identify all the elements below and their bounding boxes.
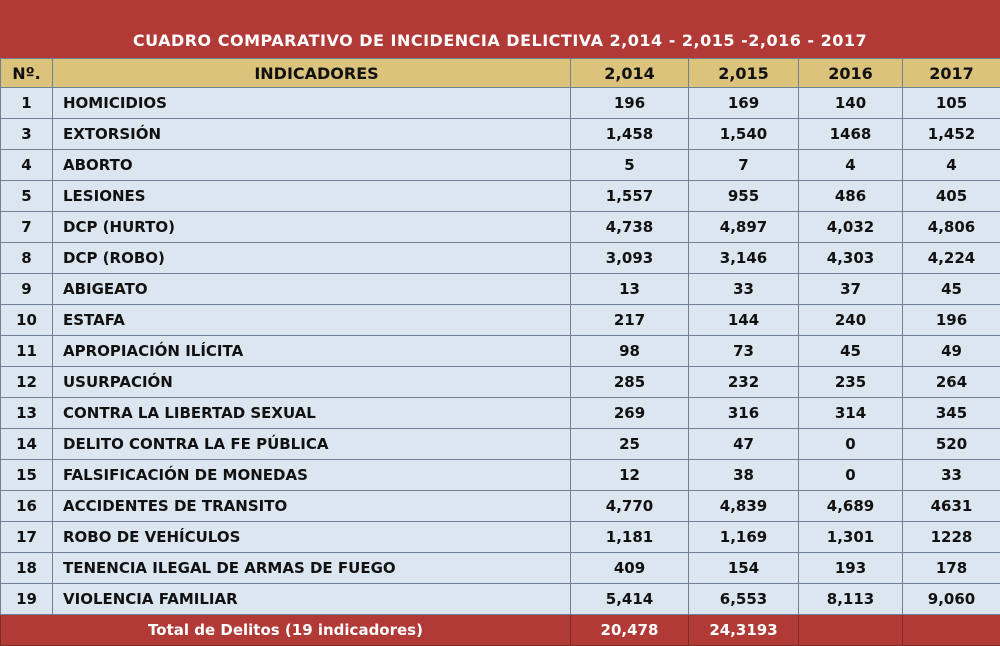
row-number: 12: [1, 367, 53, 398]
table-row: [1, 119, 1000, 150]
row-value-2014: 3,093: [571, 243, 689, 274]
row-indicator: VIOLENCIA FAMILIAR: [53, 584, 571, 615]
row-value-2016: 193: [799, 553, 903, 584]
row-value-2014: 25: [571, 429, 689, 460]
row-value-2017: 345: [903, 398, 1000, 429]
row-value-2017: 1228: [903, 522, 1000, 553]
row-value-2016: 4,032: [799, 212, 903, 243]
table-row: [1, 522, 1000, 553]
row-value-2016: 0: [799, 460, 903, 491]
row-indicator: ESTAFA: [53, 305, 571, 336]
row-value-2015: 1,169: [689, 522, 799, 553]
row-value-2016: 4,689: [799, 491, 903, 522]
table-row: [1, 274, 1000, 305]
row-value-2015: 955: [689, 181, 799, 212]
table-row: [1, 305, 1000, 336]
row-number: 19: [1, 584, 53, 615]
row-value-2017: 49: [903, 336, 1000, 367]
table-row: [1, 491, 1000, 522]
row-value-2017: 405: [903, 181, 1000, 212]
row-value-2016: 37: [799, 274, 903, 305]
row-value-2014: 13: [571, 274, 689, 305]
row-value-2017: 178: [903, 553, 1000, 584]
row-value-2017: 105: [903, 88, 1000, 119]
row-indicator: CONTRA LA LIBERTAD SEXUAL: [53, 398, 571, 429]
row-indicator: LESIONES: [53, 181, 571, 212]
table-row: [1, 150, 1000, 181]
row-value-2016: 0: [799, 429, 903, 460]
row-value-2014: 1,557: [571, 181, 689, 212]
table-body: [1, 88, 1000, 615]
total-label: Total de Delitos (19 indicadores): [1, 615, 571, 646]
row-value-2014: 4,770: [571, 491, 689, 522]
row-number: 16: [1, 491, 53, 522]
total-2015: 24,3193: [689, 615, 799, 646]
row-value-2015: 232: [689, 367, 799, 398]
row-value-2015: 7: [689, 150, 799, 181]
row-indicator: DCP (HURTO): [53, 212, 571, 243]
row-indicator: USURPACIÓN: [53, 367, 571, 398]
row-indicator: DCP (ROBO): [53, 243, 571, 274]
row-number: 5: [1, 181, 53, 212]
row-indicator: ABIGEATO: [53, 274, 571, 305]
row-indicator: DELITO CONTRA LA FE PÚBLICA: [53, 429, 571, 460]
row-value-2014: 285: [571, 367, 689, 398]
row-value-2016: 4,303: [799, 243, 903, 274]
row-number: 13: [1, 398, 53, 429]
row-value-2014: 4,738: [571, 212, 689, 243]
row-value-2017: 4631: [903, 491, 1000, 522]
row-number: 1: [1, 88, 53, 119]
row-value-2014: 196: [571, 88, 689, 119]
row-value-2015: 4,897: [689, 212, 799, 243]
row-number: 11: [1, 336, 53, 367]
row-number: 14: [1, 429, 53, 460]
row-value-2016: 45: [799, 336, 903, 367]
row-value-2014: 12: [571, 460, 689, 491]
table-row: [1, 367, 1000, 398]
total-row: [1, 615, 1000, 646]
row-indicator: ACCIDENTES DE TRANSITO: [53, 491, 571, 522]
row-number: 8: [1, 243, 53, 274]
row-value-2014: 269: [571, 398, 689, 429]
row-indicator: APROPIACIÓN ILÍCITA: [53, 336, 571, 367]
row-indicator: ABORTO: [53, 150, 571, 181]
row-value-2017: 33: [903, 460, 1000, 491]
table-row: [1, 553, 1000, 584]
row-number: 10: [1, 305, 53, 336]
table-row: [1, 336, 1000, 367]
row-value-2017: 45: [903, 274, 1000, 305]
row-value-2015: 38: [689, 460, 799, 491]
row-number: 18: [1, 553, 53, 584]
row-indicator: HOMICIDIOS: [53, 88, 571, 119]
table-row: [1, 460, 1000, 491]
row-value-2016: 240: [799, 305, 903, 336]
row-number: 4: [1, 150, 53, 181]
table-row: [1, 243, 1000, 274]
row-value-2015: 144: [689, 305, 799, 336]
row-value-2016: 1,301: [799, 522, 903, 553]
table-title: CUADRO COMPARATIVO DE INCIDENCIA DELICTIVA 2,014 - 2,015 -2,016 - 2017: [0, 24, 1000, 58]
row-value-2015: 6,553: [689, 584, 799, 615]
row-value-2015: 73: [689, 336, 799, 367]
header-row: [1, 59, 1000, 88]
row-value-2016: 314: [799, 398, 903, 429]
row-value-2017: 1,452: [903, 119, 1000, 150]
row-value-2014: 409: [571, 553, 689, 584]
row-value-2015: 4,839: [689, 491, 799, 522]
table-row: [1, 398, 1000, 429]
header-year-2014: 2,014: [571, 59, 689, 88]
row-value-2015: 316: [689, 398, 799, 429]
table-row: [1, 429, 1000, 460]
row-value-2017: 196: [903, 305, 1000, 336]
row-number: 9: [1, 274, 53, 305]
row-value-2017: 4,224: [903, 243, 1000, 274]
row-value-2014: 217: [571, 305, 689, 336]
header-indicators: INDICADORES: [53, 59, 571, 88]
table-row: [1, 181, 1000, 212]
header-year-2016: 2016: [799, 59, 903, 88]
row-value-2016: 1468: [799, 119, 903, 150]
table-row: [1, 88, 1000, 119]
total-2016: [799, 615, 903, 646]
table-row: [1, 584, 1000, 615]
row-value-2017: 9,060: [903, 584, 1000, 615]
total-2014: 20,478: [571, 615, 689, 646]
row-value-2017: 4,806: [903, 212, 1000, 243]
row-number: 15: [1, 460, 53, 491]
row-value-2014: 98: [571, 336, 689, 367]
row-value-2016: 8,113: [799, 584, 903, 615]
row-value-2015: 47: [689, 429, 799, 460]
row-value-2016: 140: [799, 88, 903, 119]
total-2017: [903, 615, 1000, 646]
row-number: 17: [1, 522, 53, 553]
row-value-2017: 264: [903, 367, 1000, 398]
row-value-2014: 1,181: [571, 522, 689, 553]
row-number: 7: [1, 212, 53, 243]
row-value-2015: 33: [689, 274, 799, 305]
row-value-2015: 169: [689, 88, 799, 119]
row-value-2014: 5,414: [571, 584, 689, 615]
row-value-2014: 1,458: [571, 119, 689, 150]
header-year-2015: 2,015: [689, 59, 799, 88]
row-indicator: FALSIFICACIÓN DE MONEDAS: [53, 460, 571, 491]
header-no: Nº.: [1, 59, 53, 88]
row-value-2017: 4: [903, 150, 1000, 181]
incidence-table: [0, 58, 1000, 646]
row-value-2014: 5: [571, 150, 689, 181]
row-value-2016: 4: [799, 150, 903, 181]
row-value-2015: 1,540: [689, 119, 799, 150]
row-value-2016: 235: [799, 367, 903, 398]
row-indicator: TENENCIA ILEGAL DE ARMAS DE FUEGO: [53, 553, 571, 584]
row-indicator: EXTORSIÓN: [53, 119, 571, 150]
row-value-2015: 3,146: [689, 243, 799, 274]
row-indicator: ROBO DE VEHÍCULOS: [53, 522, 571, 553]
table-row: [1, 212, 1000, 243]
row-value-2017: 520: [903, 429, 1000, 460]
row-value-2015: 154: [689, 553, 799, 584]
row-value-2016: 486: [799, 181, 903, 212]
header-year-2017: 2017: [903, 59, 1000, 88]
row-number: 3: [1, 119, 53, 150]
